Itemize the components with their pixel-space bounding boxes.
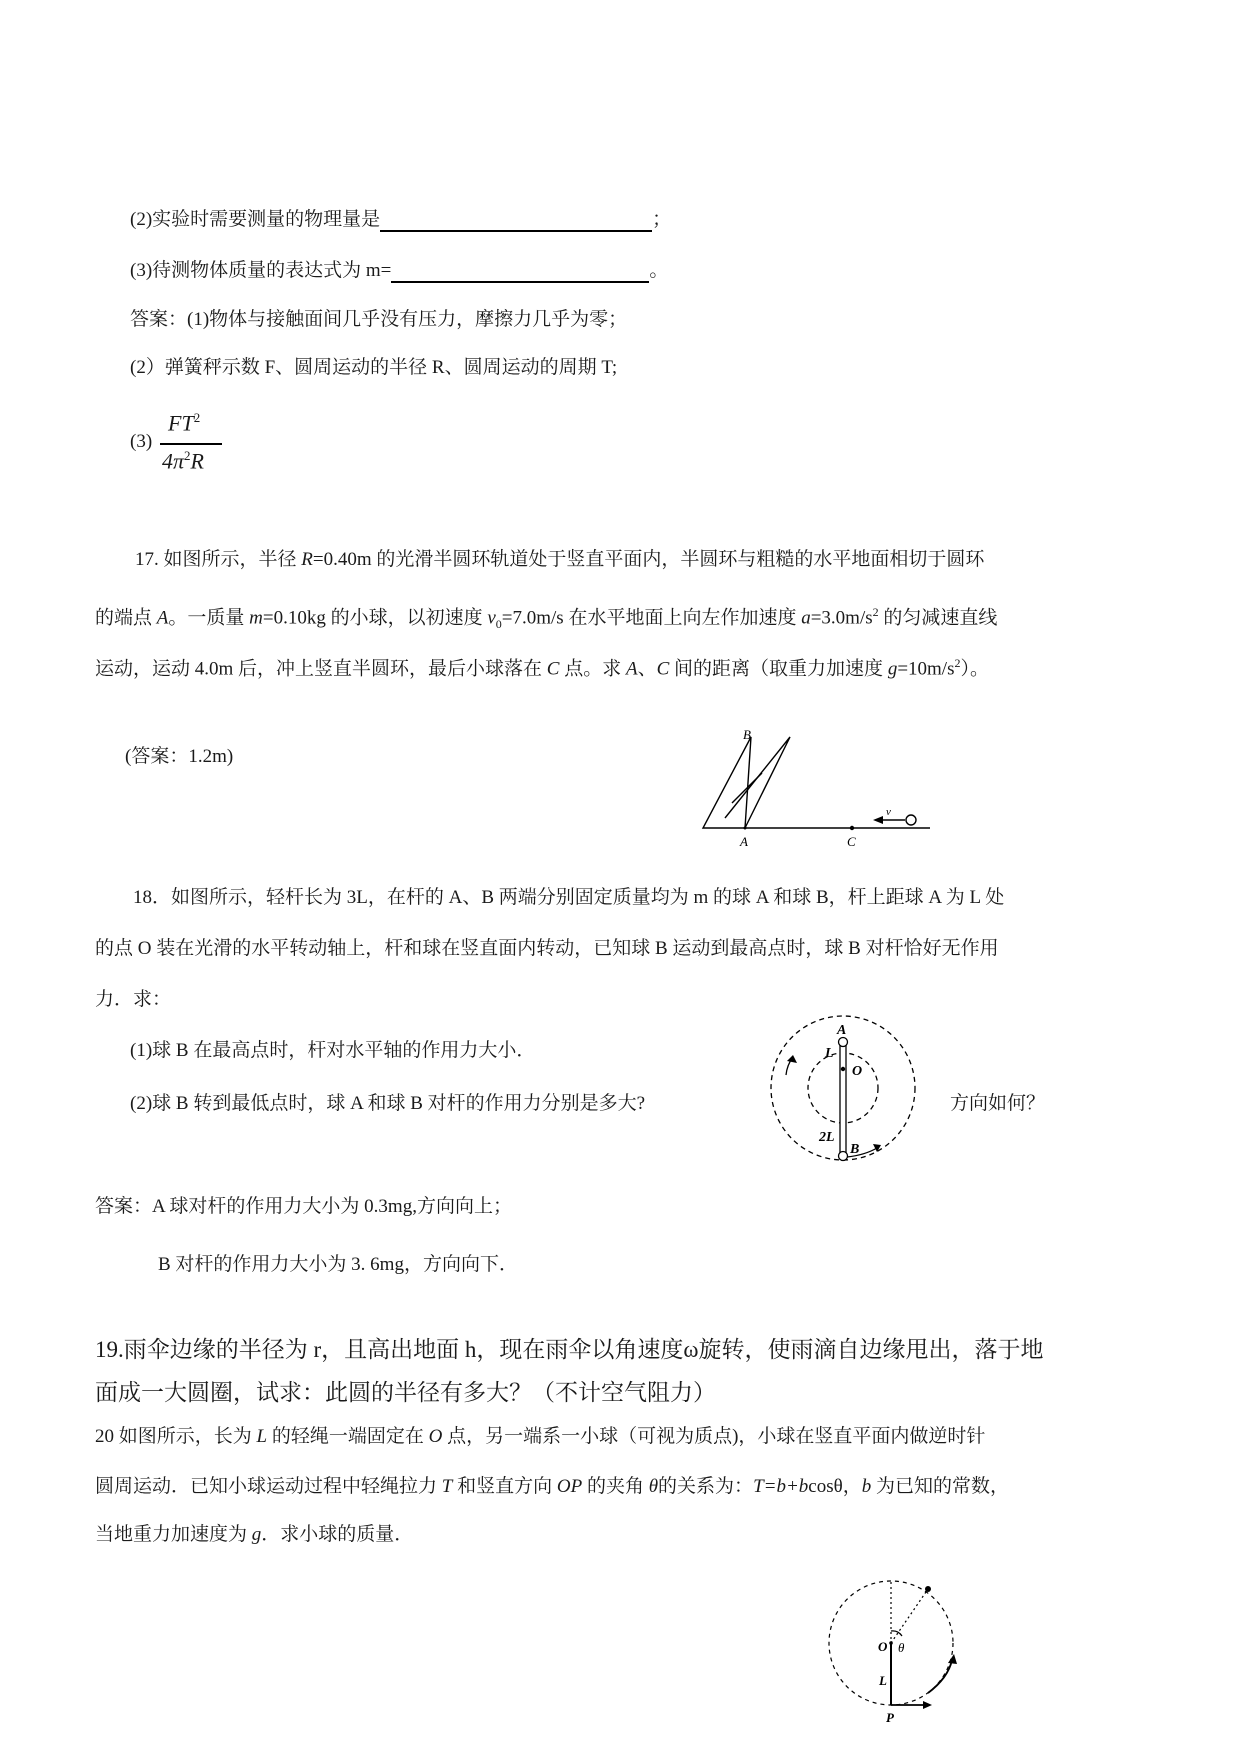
velocity-arrowhead: [873, 816, 883, 824]
motion-arc: [928, 1660, 952, 1693]
q18-sub2: (2)球 B 转到最低点时，球 A 和球 B 对杆的作用力分别是多大?: [130, 1093, 646, 1114]
fig-label-l: L: [879, 1673, 887, 1688]
q20-line1: 20 如图所示，长为 L 的轻绳一端固定在 O 点，另一端系一小球（可视为质点)，小球在竖直平面内做逆时针: [95, 1426, 986, 1447]
q18-answer-1: 答案：A 球对杆的作用力大小为 0.3mg,方向向上；: [95, 1196, 512, 1217]
dotted-radius: [891, 1589, 928, 1643]
fig-label-p: P: [886, 1710, 894, 1725]
fig-label-2l: 2L: [819, 1130, 835, 1145]
q17-line3: 运动，运动 4.0m 后，冲上竖直半圆环，最后小球落在 C 点。求 A、C 间的距离（取重力加速度 $g=10m/s^2$）。: [95, 656, 989, 680]
point-a: [744, 827, 747, 830]
pivot-o: [841, 1067, 845, 1071]
fig-label-a: A: [740, 834, 748, 849]
q17-line1: 17. 如图所示，半径 R=0.40m 的光滑半圆环轨道处于竖直平面内，半圆环与粗糙的水平地面相切于圆环: [135, 549, 985, 570]
q18-answer-2: B 对杆的作用力大小为 3. 6mg，方向向下．: [158, 1254, 518, 1275]
q17-answer: (答案：1.2m): [125, 746, 234, 767]
track-left-edge: [703, 737, 751, 828]
q18-sub2-tail: 方向如何？: [950, 1093, 1046, 1114]
q16-answer-2: (2）弹簧秤示数 F、圆周运动的半径 R、圆周运动的周期 T;: [130, 357, 618, 378]
q17-figure: [690, 725, 940, 849]
fig-label-o: O: [878, 1639, 888, 1654]
fraction-numerator: $FT^2$: [168, 410, 201, 436]
fig-label-l: L: [825, 1046, 834, 1061]
rotation-arrowhead-left: [787, 1055, 797, 1063]
q18-line1: 18．如图所示，轻杆长为 3L，在杆的 A、B 两端分别固定质量均为 m 的球 A 和球 B，杆上距球 A 为 L 处: [133, 887, 1005, 908]
q20-figure: [818, 1560, 968, 1740]
track-right-edge: [725, 737, 790, 828]
q16-answer-1: 答案：(1)物体与接触面间几乎没有压力，摩擦力几乎为零；: [130, 309, 628, 330]
fig-label-a: A: [837, 1023, 847, 1038]
ball: [906, 815, 916, 825]
q16-part2: (2)实验时需要测量的物理量是 ；: [130, 209, 672, 230]
fig-label-b: B: [850, 1142, 860, 1157]
rotation-arrowhead-bottom: [873, 1144, 881, 1152]
fig-label-theta: θ: [898, 1640, 905, 1655]
q18-figure: [765, 1005, 925, 1175]
q18-sub1: (1)球 B 在最高点时，杆对水平轴的作用力大小．: [130, 1040, 536, 1061]
fig-label-c: C: [847, 834, 856, 849]
fraction-bar: [160, 443, 222, 445]
q16-part3-blank: [391, 259, 649, 283]
q19-line2: 面成一大圆圈，试求：此圆的半径有多大？（不计空气阻力）: [95, 1380, 716, 1405]
ball-b: [839, 1152, 848, 1161]
motion-arrowhead: [948, 1654, 957, 1664]
q20-line2: 圆周运动．已知小球运动过程中轻绳拉力 T 和竖直方向 OP 的夹角 θ的关系为：T=b+bcosθ，b 为已知的常数，: [95, 1476, 1009, 1497]
q18-line3: 力．求：: [95, 989, 172, 1010]
velocity-arrowhead: [923, 1701, 932, 1709]
q16-part3: (3)待测物体质量的表达式为 m= 。: [130, 260, 669, 281]
rod: [840, 1043, 846, 1155]
fig-label-o: O: [852, 1064, 863, 1079]
fraction-denominator: $4\pi^2R$: [162, 448, 204, 474]
fig-label-b: B: [743, 727, 751, 742]
point-c: [850, 826, 854, 830]
theta-arc: [891, 1631, 902, 1636]
ball: [925, 1586, 931, 1592]
pivot-o: [889, 1641, 893, 1645]
fig-label-v: v: [886, 806, 891, 818]
q16-part2-blank: [380, 208, 652, 232]
q20-line3: 当地重力加速度为 g．求小球的质量．: [95, 1524, 414, 1545]
q17-line2: 的端点 A。一质量 m=0.10kg 的小球，以初速度 $v_0=7.0m/s$ 在水平地面上向左作加速度 $a=3.0m/s^2$ 的匀减速直线: [95, 605, 998, 632]
q16-answer-3-label: (3): [130, 431, 153, 452]
q19-line1: 19.雨伞边缘的半径为 r，且高出地面 h，现在雨伞以角速度ω旋转，使雨滴自边缘甩出，落于地: [95, 1337, 1044, 1362]
ball-a: [839, 1038, 848, 1047]
q18-line2: 的点 O 装在光滑的水平转动轴上，杆和球在竖直面内转动，已知球 B 运动到最高点时，球 B 对杆恰好无作用: [95, 938, 999, 959]
